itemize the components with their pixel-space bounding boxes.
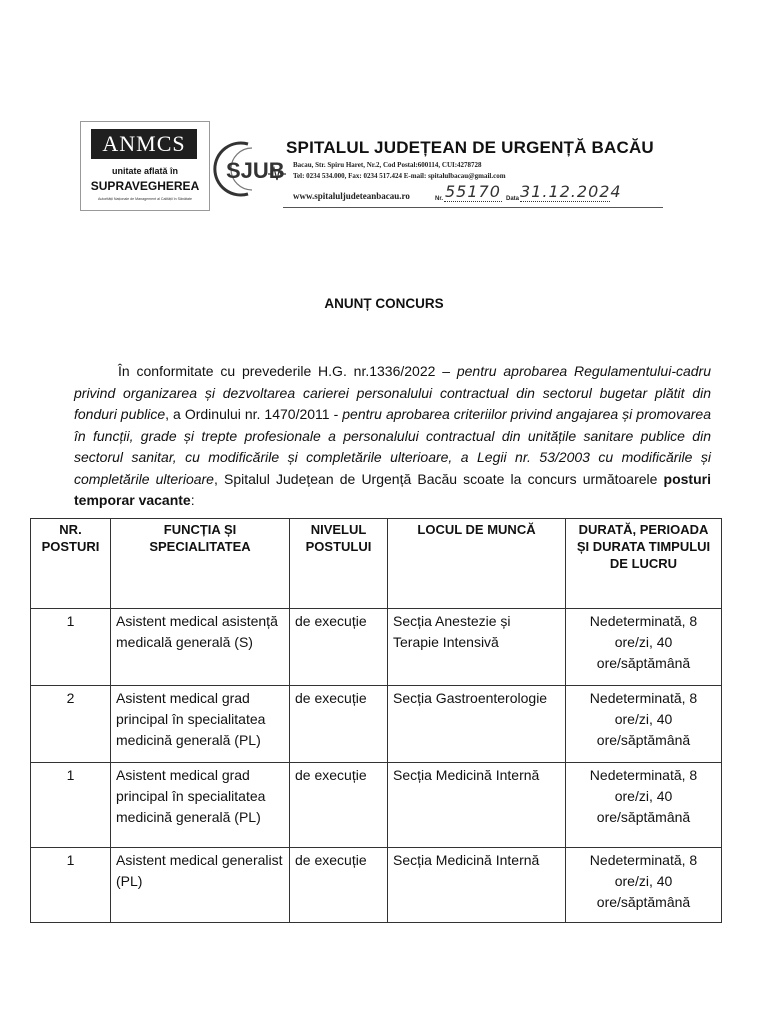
cell-durata: Nedeterminată, 8 ore/zi, 40 ore/săptămână — [566, 763, 722, 848]
table-row — [31, 763, 722, 848]
registration-date-line — [520, 201, 610, 202]
cell-functia: Asistent medical asistență medicală generală (S) — [111, 609, 290, 686]
posts-table — [30, 518, 722, 923]
cell-nr: 1 — [31, 609, 111, 686]
cell-durata: Nedeterminată, 8 ore/zi, 40 ore/săptămână — [566, 609, 722, 686]
header-functia: FUNCȚIA ȘI SPECIALITATEA — [111, 519, 290, 609]
cell-functia: Asistent medical grad principal în specialitatea medicină generală (PL) — [111, 686, 290, 763]
header-rule — [283, 207, 663, 208]
date-label: Data — [506, 196, 520, 202]
table-header-row — [31, 519, 722, 609]
cell-functia: Asistent medical grad principal în specialitatea medicină generală (PL) — [111, 763, 290, 848]
hospital-logo-text: SJUB — [226, 158, 285, 183]
document-title: ANUNȚ CONCURS — [324, 296, 444, 311]
anmcs-line1: unitate aflată în — [111, 166, 178, 176]
intro-paragraph — [74, 361, 711, 512]
cell-loc: Secția Medicină Internă — [388, 763, 566, 848]
intro-italic-2: pentru aprobarea criteriilor privind angajarea și promovarea în funcții, grade și trepte profesionale a personalului contractual din unitățile sanitare publice din sectorul sanitar, cu modificările și completările ulterioare, a Legii nr. 53/2003 cu modificările și completările ulterioare — [74, 406, 711, 487]
header-nr-posturi: NR. POSTURI — [31, 519, 111, 609]
anmcs-line2: SUPRAVEGHEREA — [90, 179, 200, 193]
hospital-name: SPITALUL JUDEȚEAN DE URGENȚĂ BACĂU — [286, 138, 654, 157]
intro-text-2: , a Ordinului nr. 1470/2011 - — [165, 406, 343, 422]
table-row — [31, 686, 722, 763]
hospital-logo — [208, 138, 286, 198]
header-nivelul: NIVELUL POSTULUI — [290, 519, 388, 609]
cell-nivel: de execuție — [290, 686, 388, 763]
intro-text-1: În conformitate cu prevederile H.G. nr.1336/2022 – — [118, 363, 457, 379]
cell-nr: 2 — [31, 686, 111, 763]
anmcs-logo-text: ANMCS — [91, 129, 197, 159]
cell-nivel: de execuție — [290, 609, 388, 686]
registration-number-line — [444, 201, 502, 202]
anmcs-line3: Autorității Naționale de Management al Calității în Sănătate — [97, 197, 193, 201]
hospital-website: www.spitaluljudeteanbacau.ro — [293, 191, 410, 201]
registration-number: 55170 — [445, 182, 501, 201]
cell-durata: Nedeterminată, 8 ore/zi, 40 ore/săptămână — [566, 686, 722, 763]
cell-nr: 1 — [31, 763, 111, 848]
anmcs-logo — [80, 121, 210, 211]
cell-nivel: de execuție — [290, 763, 388, 848]
cell-loc: Secția Gastroenterologie — [388, 686, 566, 763]
cell-loc: Secția Medicină Internă — [388, 848, 566, 923]
intro-text-3: , Spitalul Județean de Urgență Bacău scoate la concurs următoarele — [213, 470, 664, 487]
registration-number-label: Nr. — [435, 196, 444, 202]
cell-loc: Secția Anestezie și Terapie Intensivă — [388, 609, 566, 686]
registration-date: 31.12.2024 — [520, 182, 622, 201]
cell-nivel: de execuție — [290, 848, 388, 923]
cell-nr: 1 — [31, 848, 111, 923]
header-durata: DURATĂ, PERIOADA ȘI DURATA TIMPULUI DE LUCRU — [566, 519, 722, 609]
intro-end: : — [190, 492, 195, 508]
cell-functia: Asistent medical generalist (PL) — [111, 848, 290, 923]
hospital-address: Bacau, Str. Spiru Haret, Nr.2, Cod Postal:600114, CUI:4278728 — [293, 161, 482, 169]
intro-bold: posturi temporar vacante — [74, 470, 711, 508]
table-row — [31, 848, 722, 923]
cell-durata: Nedeterminată, 8 ore/zi, 40 ore/săptămână — [566, 848, 722, 923]
table-row — [31, 609, 722, 686]
intro-italic-1: pentru aprobarea Regulamentului-cadru privind organizarea și dezvoltarea carierei personalului contractual din sectorul bugetar plătit din fonduri publice — [74, 363, 711, 422]
hospital-contact: Tel: 0234 534.000, Fax: 0234 517.424 E-mail: spitalulbacau@gmail.com — [293, 172, 506, 180]
header-locul: LOCUL DE MUNCĂ — [388, 519, 566, 609]
